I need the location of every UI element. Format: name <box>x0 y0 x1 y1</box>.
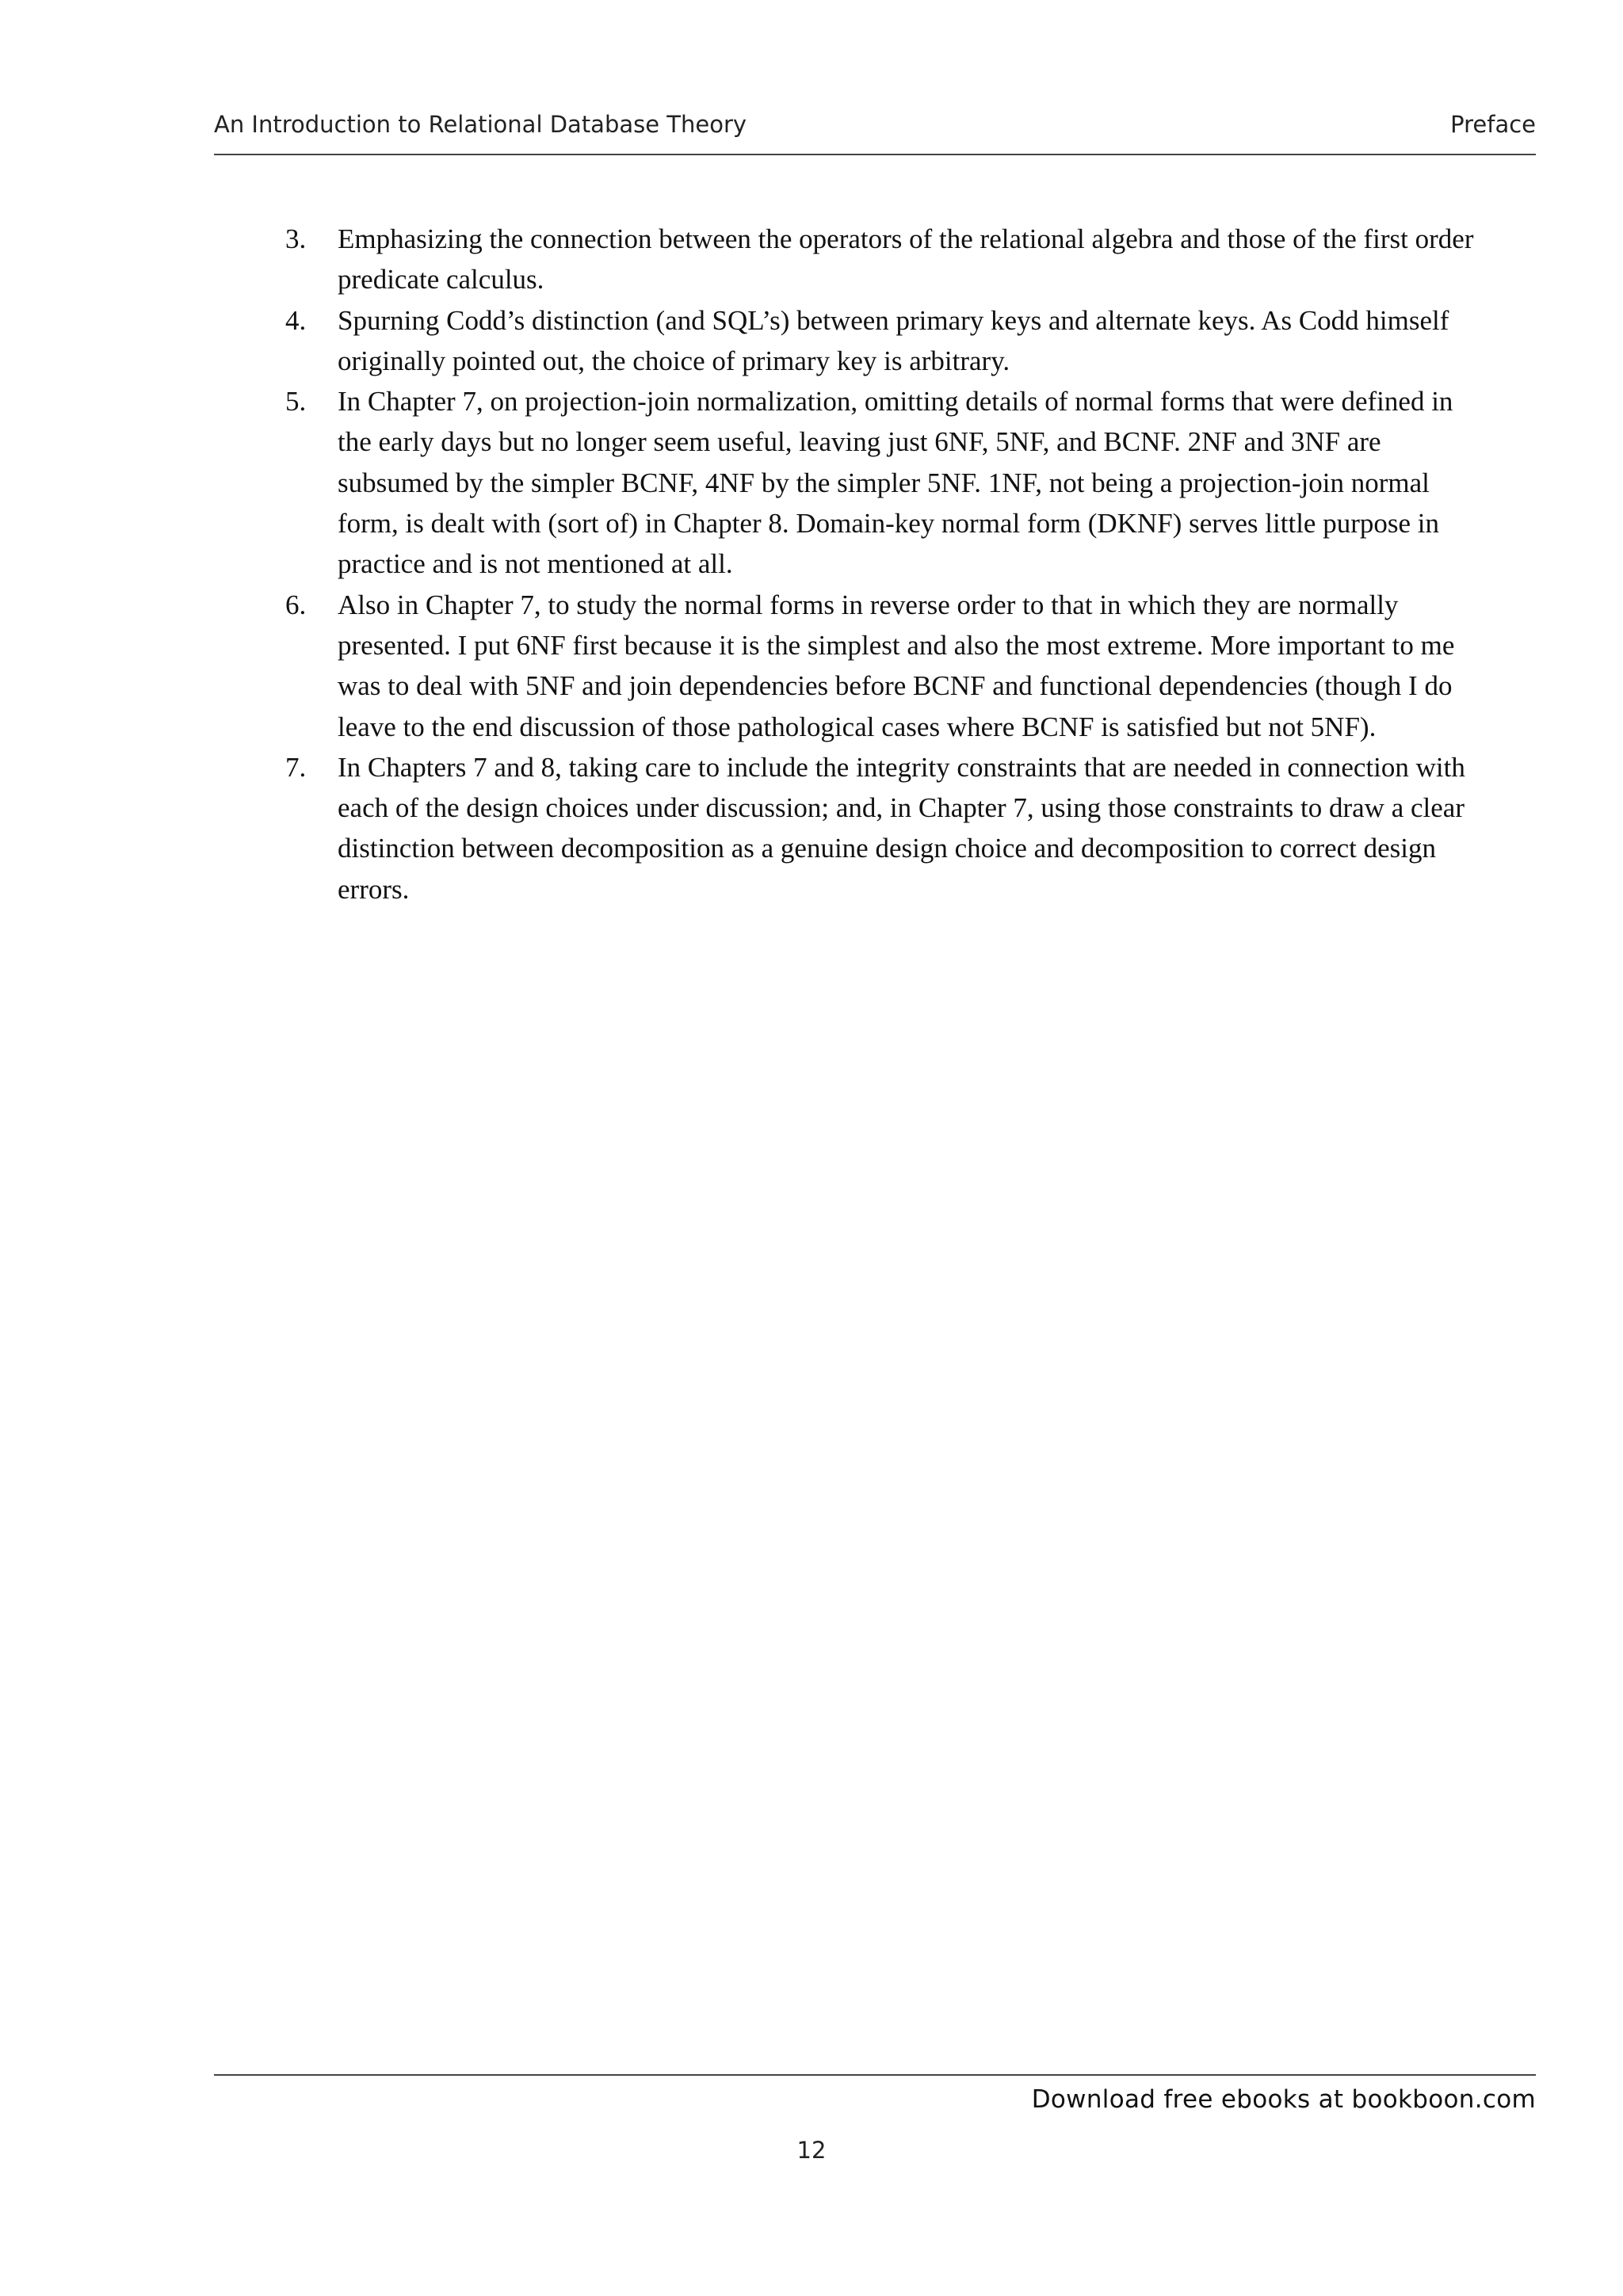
bookboon-download-link[interactable]: Download free ebooks at bookboon.com <box>1031 2085 1536 2114</box>
book-title: An Introduction to Relational Database Theory <box>214 111 747 138</box>
section-title: Preface <box>1450 111 1536 138</box>
list-item <box>285 381 1490 584</box>
list-item-text: Emphasizing the connection between the operators of the relational algebra and those of the first order predicate calculus. <box>338 223 1474 296</box>
numbered-list <box>285 219 1490 910</box>
list-item <box>285 585 1490 747</box>
list-item-number: 3. <box>285 223 307 254</box>
list-item-text: In Chapters 7 and 8, taking care to include the integrity constraints that are needed in connection with each of the design choices under discussion; and, in Chapter 7, using those constraints to draw a clear distinction between decomposition as a genuine design choice and decomposition to correct design errors. <box>338 751 1465 905</box>
footer-divider <box>214 2074 1536 2076</box>
list-item-text: Spurning Codd’s distinction (and SQL’s) between primary keys and alternate keys. As Codd himself originally pointed out, the choice of primary key is arbitrary. <box>338 304 1449 376</box>
list-item-number: 4. <box>285 304 307 336</box>
list-item <box>285 300 1490 382</box>
list-item-text: In Chapter 7, on projection-join normalization, omitting details of normal forms that were defined in the early days but no longer seem useful, leaving just 6NF, 5NF, and BCNF. 2NF and 3NF are subsumed by the simpler BCNF, 4NF by the simpler 5NF. 1NF, not being a projection-join normal form, is dealt with (sort of) in Chapter 8. Domain-key normal form (DKNF) serves little purpose in practice and is not mentioned at all. <box>338 386 1453 580</box>
header-divider <box>214 154 1536 155</box>
page-number: 12 <box>796 2137 827 2164</box>
list-item-number: 7. <box>285 751 307 783</box>
list-item <box>285 219 1490 300</box>
list-item-number: 6. <box>285 589 307 620</box>
list-item-text: Also in Chapter 7, to study the normal forms in reverse order to that in which they are normally presented. I put 6NF first because it is the simplest and also the most extreme. More important to me was to deal with 5NF and join dependencies before BCNF and functional dependencies (though I do leave to the end discussion of those pathological cases where BCNF is satisfied but not 5NF). <box>338 589 1455 742</box>
page-header <box>214 111 1536 155</box>
list-item-number: 5. <box>285 386 307 418</box>
list-item <box>285 747 1490 910</box>
